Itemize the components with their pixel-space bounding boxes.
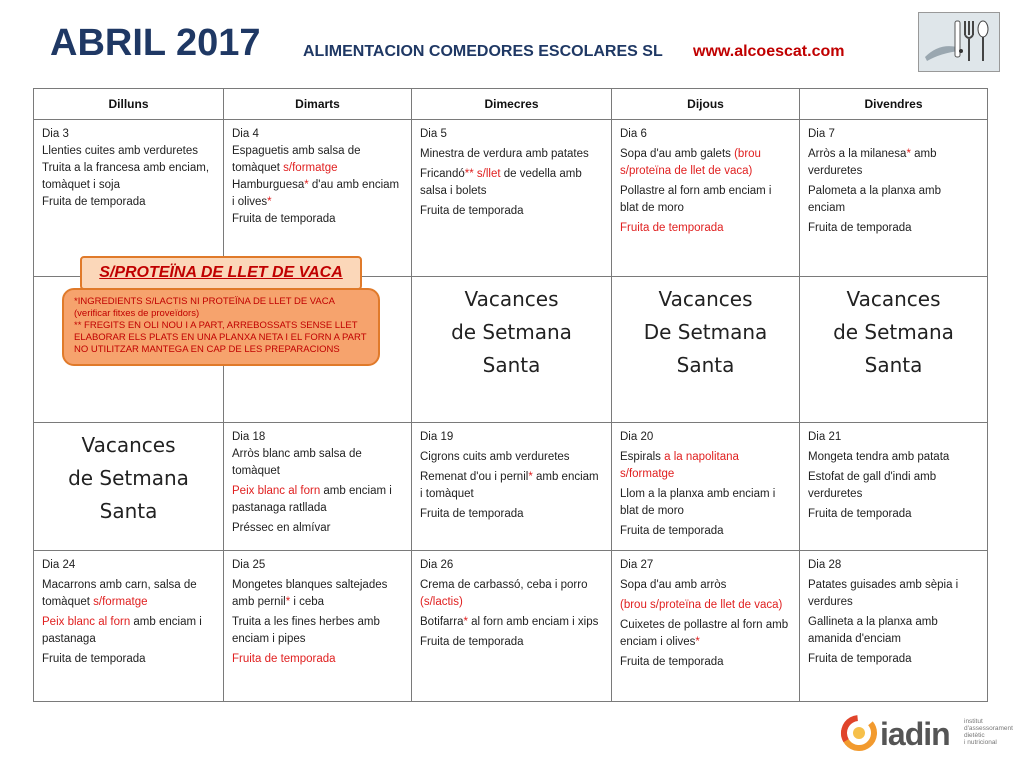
day-header-wednesday: Dimecres [412,89,612,120]
holiday-cell-thu: Vacances De Setmana Santa [612,277,800,423]
callout-note: ELABORAR ELS PLATS EN UNA PLANXA NETA I EL FORN A PART [74,332,367,343]
table-header-row [34,89,988,120]
dessert: Fruita de temporada [42,653,146,665]
menu-cell-dia-3 [34,120,224,277]
iadin-logo [840,712,1015,756]
callout-note: NO UTILITZAR MANTEGA EN CAP DE LES PREPARACIONS [74,344,340,355]
first-course: Arròs blanc amb salsa de tomàquet [232,448,362,477]
day-header-friday: Divendres [800,89,988,120]
day-number: Dia 20 [620,431,654,443]
dessert: Fruita de temporada [620,222,724,234]
second-course: Cuixetes de pollastre al forn amb enciam i olives* [620,619,789,648]
day-number: Dia 21 [808,431,842,443]
second-course: Peix blanc al forn amb enciam i pastanaga ratllada [232,485,392,514]
first-course: Llenties cuites amb verduretes [42,145,198,157]
second-course: Palometa a la planxa amb enciam [808,185,941,214]
menu-cell-dia-7 [800,120,988,277]
first-course: Arròs a la milanesa* amb verduretes [808,148,937,177]
menu-cell-dia-25 [224,551,412,702]
first-course: Minestra de verdura amb patates [420,148,589,160]
menu-cell-dia-26 [412,551,612,702]
day-header-monday: Dilluns [34,89,224,120]
menu-cell-dia-21 [800,423,988,551]
day-number: Dia 5 [420,128,447,140]
menu-cell-dia-6 [612,120,800,277]
menu-table [33,88,988,702]
company-name: ALIMENTACION COMEDORES ESCOLARES SL [303,43,663,60]
menu-cell-dia-27 [612,551,800,702]
second-course: Truita a la francesa amb enciam, tomàquet i soja [42,162,210,191]
day-number: Dia 25 [232,559,266,571]
day-number: Dia 7 [808,128,835,140]
dessert: Fruita de temporada [232,653,336,665]
first-course: Sopa d'au amb galets (brou s/proteïna de llet de vaca) [620,148,761,177]
holiday-cell-wed: Vacances de Setmana Santa [412,277,612,423]
allergen-callout-notes [62,288,380,366]
second-course: Estofat de gall d'indi amb verduretes [808,471,937,500]
day-number: Dia 28 [808,559,842,571]
day-number: Dia 18 [232,431,266,443]
second-course: Llom a la planxa amb enciam i blat de moro [620,488,776,517]
menu-cell-dia-20 [612,423,800,551]
first-course: Espirals a la napolitana s/formatge [620,451,739,480]
second-course: Botifarra* al forn amb enciam i xips [420,616,599,628]
day-number: Dia 4 [232,128,259,140]
day-number: Dia 27 [620,559,654,571]
broth-note: (brou s/proteïna de llet de vaca) [620,599,783,611]
dessert: Fruita de temporada [420,636,524,648]
company-url[interactable]: www.alcoescat.com [693,43,845,60]
holiday-cell-fri: Vacances de Setmana Santa [800,277,988,423]
dessert: Fruita de temporada [42,196,146,208]
callout-note: (verificar fitxes de proveïdors) [74,308,200,319]
menu-cell-dia-24 [34,551,224,702]
iadin-brand-subtitle: institut d'assessorament dietètic i nutricional [964,718,1013,746]
dessert: Fruita de temporada [808,508,912,520]
first-course: Patates guisades amb sèpia i verdures [808,579,959,608]
day-header-tuesday: Dimarts [224,89,412,120]
table-row [34,423,988,551]
menu-cell-dia-18 [224,423,412,551]
first-course: Macarrons amb carn, salsa de tomàquet s/formatge [42,579,197,608]
day-number: Dia 24 [42,559,76,571]
dessert: Fruita de temporada [620,525,724,537]
day-number: Dia 26 [420,559,454,571]
menu-cell-dia-5 [412,120,612,277]
day-number: Dia 6 [620,128,647,140]
dessert: Fruita de temporada [420,508,524,520]
day-number: Dia 19 [420,431,454,443]
dessert: Fruita de temporada [808,222,912,234]
second-course: Remenat d'ou i pernil* amb enciam i tomàquet [420,471,599,500]
first-course: Sopa d'au amb arròs [620,579,727,591]
second-course: Hamburguesa* d'au amb enciam i olives* [232,179,400,208]
first-course: Espaguetis amb salsa de tomàquet s/formatge [232,145,361,174]
second-course: Truita a les fines herbes amb enciam i pipes [232,616,380,645]
menu-cell-dia-4 [224,120,412,277]
menu-cell-dia-28 [800,551,988,702]
dessert: Fruita de temporada [420,205,524,217]
dessert: Fruita de temporada [232,213,336,225]
callout-note: *INGREDIENTS S/LACTIS NI PROTEÏNA DE LLET DE VACA [74,296,335,307]
page-title: ABRIL 2017 [50,22,261,64]
second-course: Fricandó** s/llet de vedella amb salsa i bolets [420,168,582,197]
cutlery-illustration [919,13,999,71]
callout-note: ** FREGITS EN OLI NOU I A PART, ARREBOSSATS SENSE LLET [74,320,358,331]
first-course: Mongetes blanques saltejades amb pernil* i ceba [232,579,388,608]
dessert: Fruita de temporada [620,656,724,668]
day-header-thursday: Dijous [612,89,800,120]
table-row [34,120,988,277]
day-number: Dia 3 [42,128,69,140]
second-course: Gallineta a la planxa amb amanida d'enciam [808,616,938,645]
table-row [34,551,988,702]
second-course: Pollastre al forn amb enciam i blat de moro [620,185,772,214]
second-course: Peix blanc al forn amb enciam i pastanaga [42,616,202,645]
first-course: Crema de carbassó, ceba i porro (s/lactis) [420,579,588,608]
iadin-ring-icon [840,712,878,752]
dessert: Préssec en almívar [232,522,331,534]
iadin-brand-name: iadin [880,716,950,752]
cutlery-logo-icon [918,12,1000,72]
first-course: Mongeta tendra amb patata [808,451,950,463]
menu-cell-dia-19 [412,423,612,551]
dessert: Fruita de temporada [808,653,912,665]
allergen-callout-title: S/PROTEÏNA DE LLET DE VACA [80,256,362,290]
first-course: Cigrons cuits amb verduretes [420,451,570,463]
holiday-cell-mon: Vacances de Setmana Santa [34,423,224,551]
